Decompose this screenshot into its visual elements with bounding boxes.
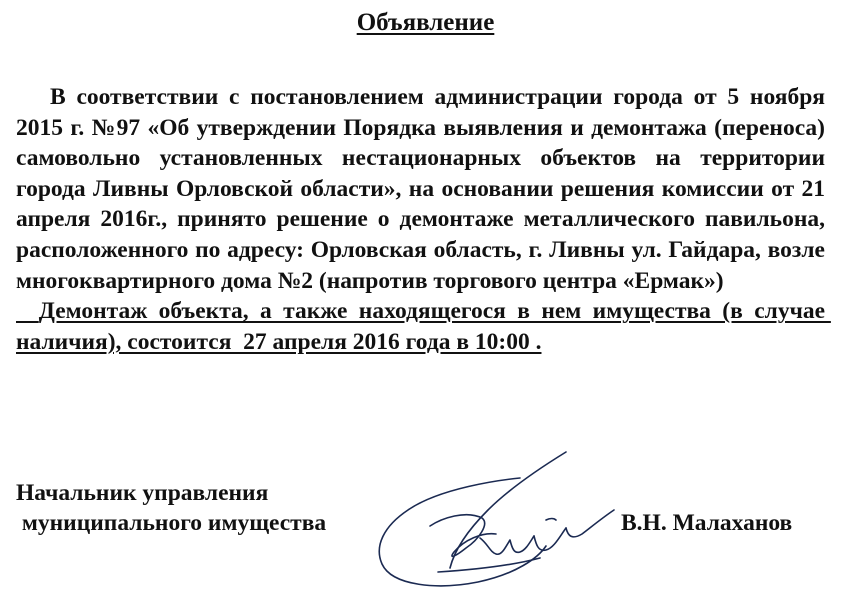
- handwritten-signature-icon: [370, 448, 620, 593]
- document-title-text: Объявление: [356, 9, 495, 36]
- announcement-paragraph-dismantling-date: Демонтаж объекта, а также находящегося в нем имущества (в случае наличия), состоится 27 апреля 2016 года в 10:00 .: [16, 298, 831, 355]
- announcement-body: [16, 82, 831, 357]
- signatory-position-line-1: Начальник управления: [16, 480, 269, 506]
- announcement-paragraph-main: В соответствии с постановлением администрации города от 5 ноября 2015 г. №97 «Об утверждении Порядка выявления и демонтажа (переноса) самовольно установленных нестационарных объектов на территории города Ливны Орловской области», на основании решения комиссии от 21 апреля 2016г., принято решение о демонтаже металлического павильона, расположенного по адресу: Орловская область, г. Ливны ул. Гайдара, возле многоквартирного дома №2 (напротив торгового центра «Ермак»): [16, 84, 825, 294]
- signatory-position-line-2: муниципального имущества: [16, 510, 327, 536]
- signatory-name: В.Н. Малаханов: [621, 510, 793, 536]
- document-title: [0, 6, 851, 40]
- signatory-position: [16, 478, 326, 538]
